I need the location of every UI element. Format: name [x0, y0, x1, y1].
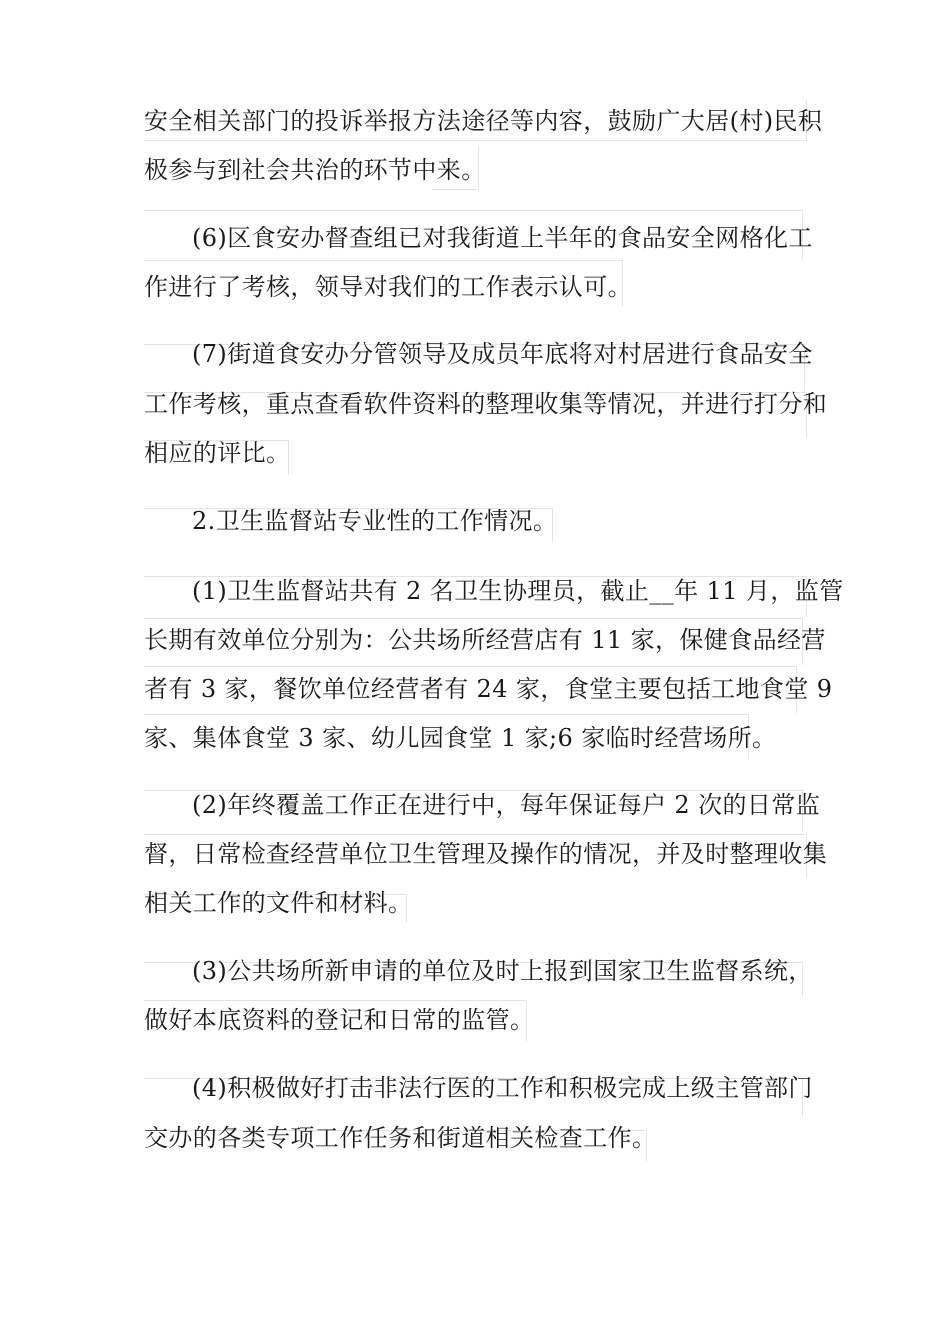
paragraph-line: (3)公共场所新申请的单位及时上报到国家卫生监督系统， — [192, 957, 813, 985]
paragraph-line: (6)区食安办督查组已对我街道上半年的食品安全网格化工 — [192, 224, 813, 252]
paragraph-line: 者有 3 家，餐饮单位经营者有 24 家，食堂主要包括工地食堂 9 — [144, 675, 833, 703]
paragraph-line: (1)卫生监督站共有 2 名卫生协理员，截止__年 11 月，监管 — [192, 577, 844, 605]
paragraph-line: 作进行了考核，领导对我们的工作表示认可。 — [144, 273, 632, 301]
paragraph-line: 相关工作的文件和材料。 — [144, 889, 413, 917]
paragraph-line: 相应的评比。 — [144, 439, 291, 467]
paragraph-line: 安全相关部门的投诉举报方法途径等内容，鼓励广大居(村)民积 — [144, 107, 823, 135]
paragraph-line: 极参与到社会共治的环节中来。 — [144, 156, 486, 184]
paragraph-line: 做好本底资料的登记和日常的监管。 — [144, 1006, 535, 1034]
paragraph-line: 督，日常检查经营单位卫生管理及操作的情况，并及时整理收集 — [144, 840, 828, 868]
paragraph-line: 长期有效单位分别为：公共场所经营店有 11 家，保健食品经营 — [144, 626, 826, 654]
paragraph-line: (2)年终覆盖工作正在进行中，每年保证每户 2 次的日常监 — [192, 791, 821, 819]
paragraph-line: 交办的各类专项工作任务和街道相关检查工作。 — [144, 1124, 657, 1152]
paragraph-line: 工作考核，重点查看软件资料的整理收集等情况，并进行打分和 — [144, 390, 828, 418]
paragraph-line: 2.卫生监督站专业性的工作情况。 — [192, 507, 558, 535]
paragraph-line: (7)街道食安办分管领导及成员年底将对村居进行食品安全 — [192, 340, 813, 368]
paragraph-line: 家、集体食堂 3 家、幼儿园食堂 1 家;6 家临时经营场所。 — [144, 724, 777, 752]
paragraph-line: (4)积极做好打击非法行医的工作和积极完成上级主管部门 — [192, 1074, 813, 1102]
